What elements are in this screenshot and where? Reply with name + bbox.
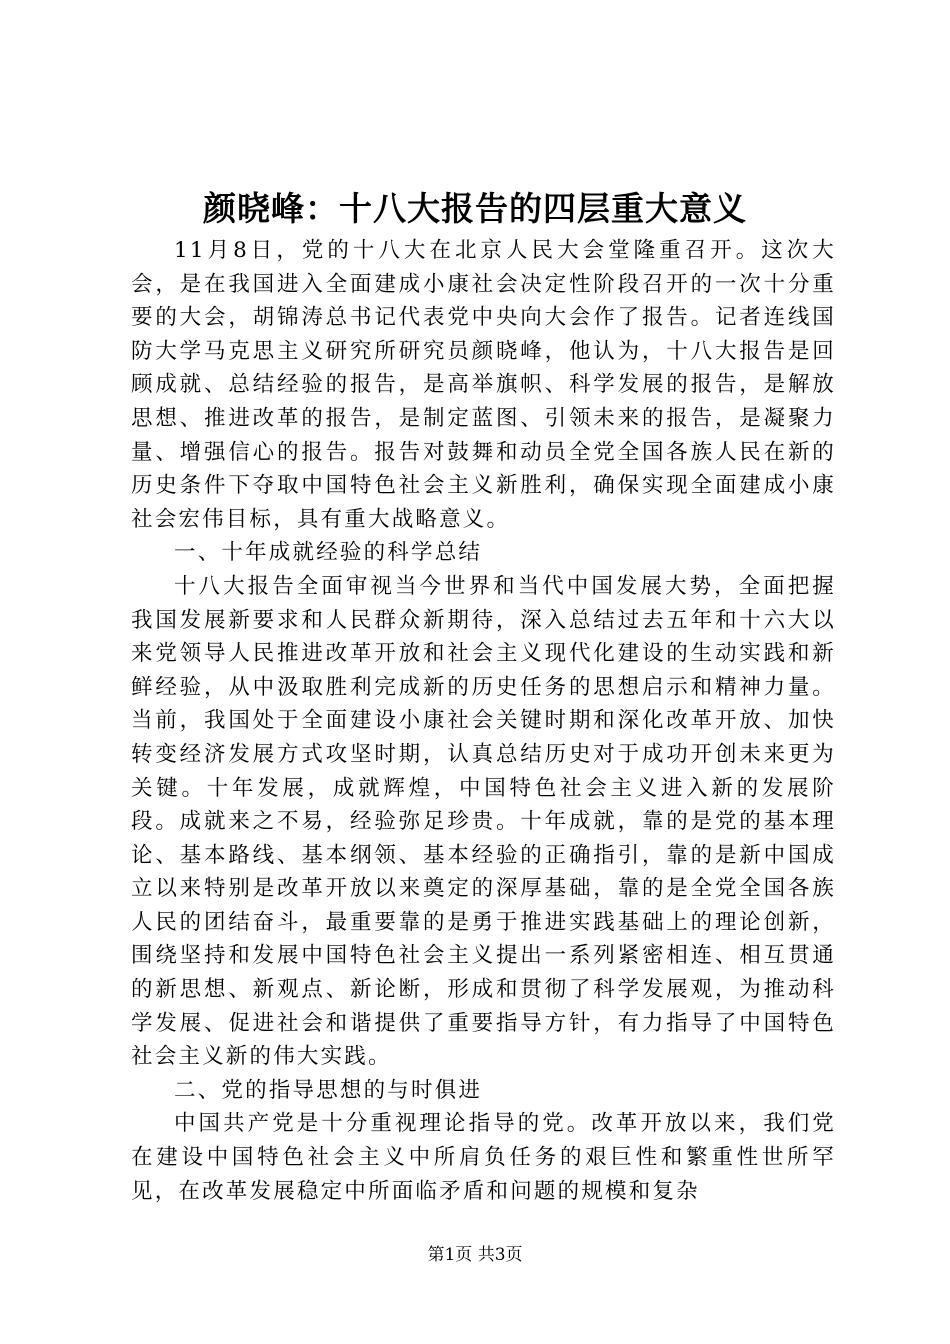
document-body (131, 234, 836, 1208)
paragraph-intro: 11月8日，党的十八大在北京人民大会堂隆重召开。这次大会，是在我国进入全面建成小康社会决定性阶段召开的一次十分重要的大会，胡锦涛总书记代表党中央向大会作了报告。记者连线国防大学马克思主义研究所研究员颜晓峰，他认为，十八大报告是回顾成就、总结经验的报告，是高举旗帜、科学发展的报告，是解放思想、推进改革的报告，是制定蓝图、引领未来的报告，是凝聚力量、增强信心的报告。报告对鼓舞和动员全党全国各族人民在新的历史条件下夺取中国特色社会主义新胜利，确保实现全面建成小康社会宏伟目标，具有重大战略意义。 (131, 238, 836, 532)
page-footer: 第1页 共3页 (427, 1245, 523, 1265)
section-heading-1: 一、十年成就经验的科学总结 (174, 540, 483, 566)
paragraph-section-1: 十八大报告全面审视当今世界和当代中国发展大势，全面把握我国发展新要求和人民群众新期待，深入总结过去五年和十六大以来党领导人民推进改革开放和社会主义现代化建设的生动实践和新鲜经验，从中汲取胜利完成新的历史任务的思想启示和精神力量。当前，我国处于全面建设小康社会关键时期和深化改革开放、加快转变经济发展方式攻坚时期，认真总结历史对于成功开创未来更为关键。十年发展，成就辉煌，中国特色社会主义进入新的发展阶段。成就来之不易，经验弥足珍贵。十年成就，靠的是党的基本理论、基本路线、基本纲领、基本经验的正确指引，靠的是新中国成立以来特别是改革开放以来奠定的深厚基础，靠的是全党全国各族人民的团结奋斗，最重要靠的是勇于推进实践基础上的理论创新，围绕坚持和发展中国特色社会主义提出一系列紧密相连、相互贯通的新思想、新观点、新论断，形成和贯彻了科学发展观，为推动科学发展、促进社会和谐提供了重要指导方针，有力指导了中国特色社会主义新的伟大实践。 (131, 573, 836, 1070)
paragraph-section-2: 中国共产党是十分重视理论指导的党。改革开放以来，我们党在建设中国特色社会主义中所肩负任务的艰巨性和繁重性世所罕见，在改革发展稳定中所面临矛盾和问题的规模和复杂 (131, 1111, 836, 1204)
section-heading-2: 二、党的指导思想的与时俱进 (174, 1077, 483, 1103)
document-title: 颜晓峰：十八大报告的四层重大意义 (203, 189, 747, 228)
